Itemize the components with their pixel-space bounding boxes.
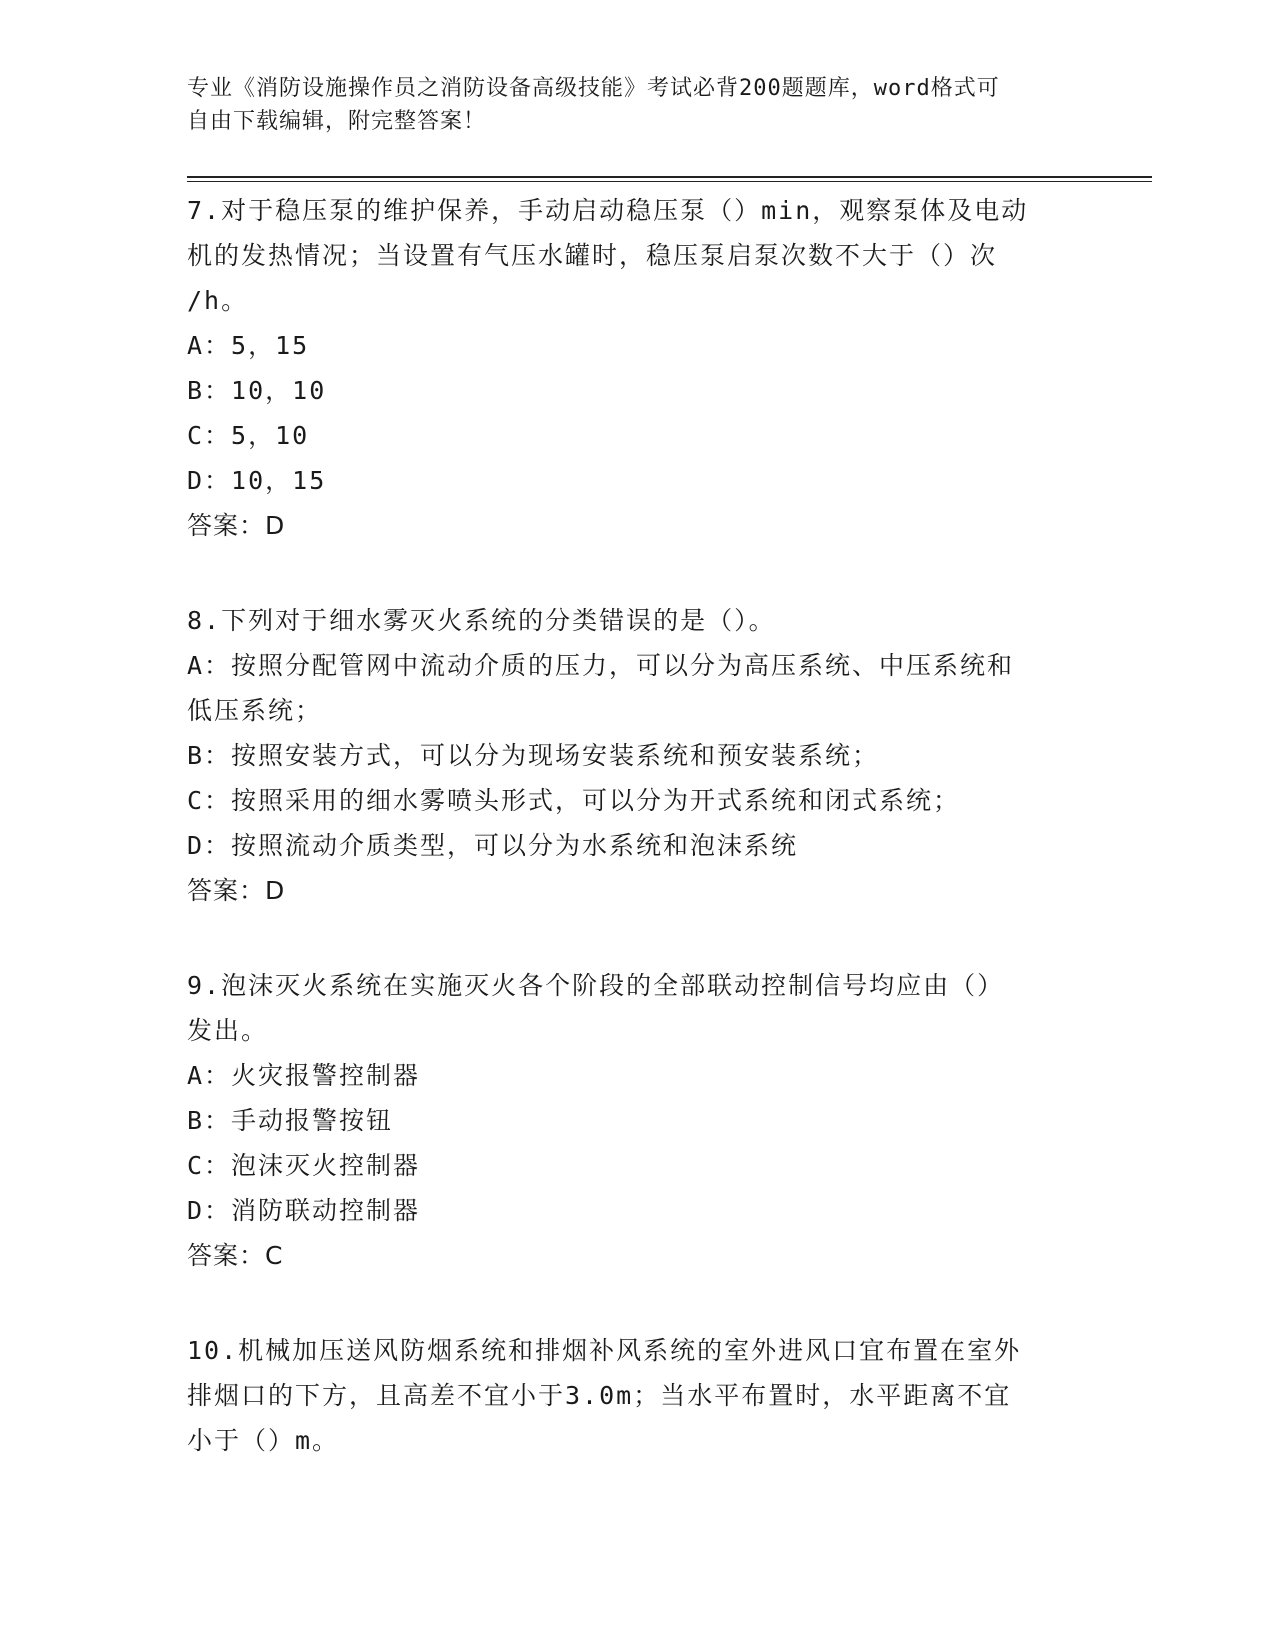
option-d: D：10，15 [187, 466, 327, 495]
answer-line: 答案：C [187, 1241, 284, 1270]
option-b: B：按照安装方式，可以分为现场安装系统和预安装系统； [187, 741, 880, 770]
option-d: D：按照流动介质类型，可以分为水系统和泡沫系统 [187, 831, 799, 860]
question-text-line: 8.下列对于细水雾灭火系统的分类错误的是（）。 [187, 606, 776, 635]
question-text-line: 排烟口的下方，且高差不宜小于3.0m；当水平布置时，水平距离不宜 [187, 1381, 1012, 1410]
option-a: A：按照分配管网中流动介质的压力，可以分为高压系统、中压系统和 [187, 651, 1015, 680]
question-8 [187, 598, 1087, 913]
option-b: B：10，10 [187, 376, 327, 405]
answer-line: 答案：D [187, 511, 286, 540]
question-text-line: 小于（）m。 [187, 1426, 340, 1455]
question-text-line: 7.对于稳压泵的维护保养，手动启动稳压泵（）min，观察泵体及电动 [187, 196, 1029, 225]
question-7 [187, 188, 1087, 548]
question-text-line: 机的发热情况；当设置有气压水罐时，稳压泵启泵次数不大于（）次 [187, 241, 998, 270]
option-a-continued: 低压系统； [187, 696, 323, 725]
option-d: D：消防联动控制器 [187, 1196, 421, 1225]
header-divider-thick [187, 176, 1152, 178]
document-header [187, 72, 1067, 138]
option-a: A：5，15 [187, 331, 310, 360]
header-line-2: 自由下载编辑，附完整答案！ [187, 109, 487, 134]
question-9 [187, 963, 1087, 1278]
question-text-line: 发出。 [187, 1016, 269, 1045]
header-line-1: 专业《消防设施操作员之消防设备高级技能》考试必背200题题库，word格式可 [187, 76, 1000, 101]
option-c: C：按照采用的细水雾喷头形式，可以分为开式系统和闭式系统； [187, 786, 961, 815]
header-divider-thin [187, 181, 1152, 182]
question-text-line: 9.泡沫灭火系统在实施灭火各个阶段的全部联动控制信号均应由（） [187, 971, 1005, 1000]
option-c: C：5，10 [187, 421, 310, 450]
option-b: B：手动报警按钮 [187, 1106, 394, 1135]
option-c: C：泡沫灭火控制器 [187, 1151, 421, 1180]
question-text-line: 10.机械加压送风防烟系统和排烟补风系统的室外进风口宜布置在室外 [187, 1336, 1022, 1365]
option-a: A：火灾报警控制器 [187, 1061, 421, 1090]
question-text-line: /h。 [187, 286, 249, 315]
question-10 [187, 1328, 1087, 1463]
answer-line: 答案：D [187, 876, 286, 905]
